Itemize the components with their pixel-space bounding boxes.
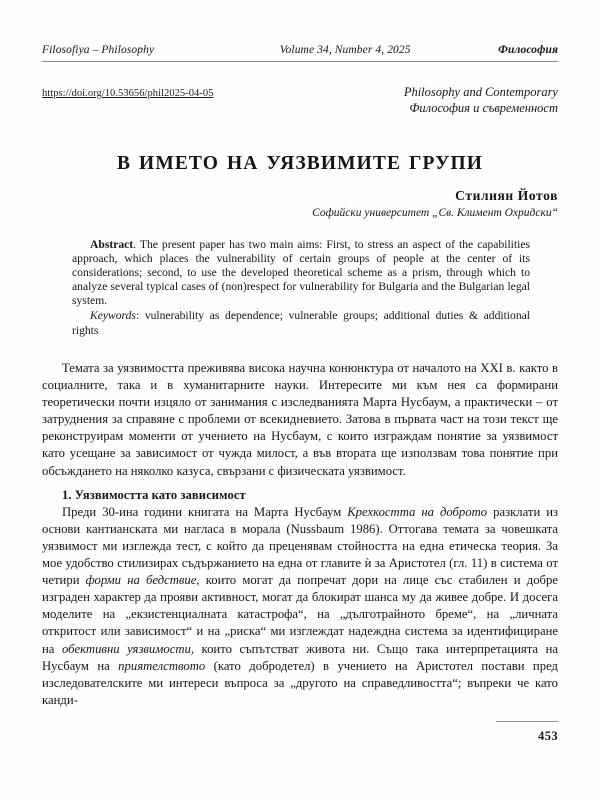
s1-text-b: разклати из основи кантианската ми нагласа в морала (Nussbaum 1986). Оттогава темата за човешката уязвимост ми изглежда тест, с който да преценявам стойността на една етическа теория. За мое удобство стилизирах съдържанието на една от главите ѝ за Аристотел (гл. 11) в система от четири xyxy=(42,504,559,588)
journal-subtitle-bg: Философия и съвременност xyxy=(409,100,558,115)
article-title: В ИМЕТО НА УЯЗВИМИТЕ ГРУПИ xyxy=(116,153,484,175)
doi-link[interactable]: https://doi.org/10.53656/phil2025-04-05 xyxy=(42,88,214,99)
s1-italic-forms: форми на бедствие xyxy=(85,573,197,588)
keywords-paragraph xyxy=(72,309,530,337)
running-head-right: Философия xyxy=(498,44,558,56)
author-affiliation: Софийски университет „Св. Климент Охридски“ xyxy=(312,207,558,219)
paragraph-spacer xyxy=(42,480,558,487)
author-name: Стилиян Йотов xyxy=(455,188,558,203)
page-number: 453 xyxy=(538,729,558,743)
abstract-text: . The present paper has two main aims: First, to stress an aspect of the capabilities approach, which places the vulnerability of certain groups of people at the center of its considerations; second, to use the developed theoretical scheme as a prism, through which to analyze several typical cases of (non)respect for vulnerability for Bulgaria and the Bulgarian legal system. xyxy=(72,238,530,308)
section-1-heading: 1. Уязвимостта като зависимост xyxy=(62,487,246,502)
s1-text-a: Преди 30-ина години книгата на Марта Нусбаум xyxy=(62,504,348,519)
abstract-label: Abstract xyxy=(90,238,134,251)
section-1-paragraph xyxy=(42,504,558,709)
body-text xyxy=(42,360,558,709)
s1-text-c: , които могат да попречат дори на лице със стабилен и добре изграден характер да прояви активност, могат да блокират шанса му да живее добре. И досега моделите на „екзистенциалната катастрофа“, на „дълготрайното бреме“, на „личната откритост или зависимост“ и на „риска“ ми изглеждат надеждна система за идентифициране на xyxy=(42,573,558,656)
running-head-volume: Volume 34, Number 4, 2025 xyxy=(279,44,411,56)
keywords-label: Keywords xyxy=(90,309,136,323)
s1-italic-friendship: приятелството xyxy=(118,658,206,673)
journal-subtitle-en: Philosophy and Contemporary xyxy=(403,85,558,99)
journal-subtitle xyxy=(404,85,558,116)
running-head-left: Filosofiya – Philosophy xyxy=(42,44,155,56)
s1-italic-objective-vulnerabilities: обективни уязвимости xyxy=(61,641,191,656)
intro-paragraph: Темата за уязвимостта преживява висока научна конюнктура от началото на XXI в. както в социалните, така и в хуманитарните науки. Интересите ми към нея са формирани теоретически почти изцяло от занимания с изследванията Марта Нусбаум, а практически – от затруднения за справяне с проблеми от всекидневието. Затова в първата част на този текст ще реконструирам моменти от учението на Нусбаум, с които изграждам понятие за уязвимост като усещане за зависимост от чужда милост, а във втората ще използвам това понятие при обсъждането на няколко казуса, свързани с физическата уязвимост. xyxy=(42,361,558,478)
s1-text-e: (като добродетел) в учението на Аристотел постави пред изследователските ми интереси въпроса за „другото на справедливостта“; въпреки че като канди- xyxy=(42,658,558,707)
s1-italic-book-title: Крехкостта на доброто xyxy=(347,504,488,519)
keywords-text: : vulnerability as dependence; vulnerable groups; additional duties & additional rights xyxy=(72,309,530,337)
running-head xyxy=(42,44,558,56)
header-divider xyxy=(42,61,558,62)
footer-divider xyxy=(496,721,558,722)
abstract-paragraph xyxy=(72,238,530,308)
s1-text-d: , които съпътстват живота ни. Също така интерпретацията на Нусбаум на xyxy=(42,641,558,673)
abstract-block xyxy=(72,238,530,338)
